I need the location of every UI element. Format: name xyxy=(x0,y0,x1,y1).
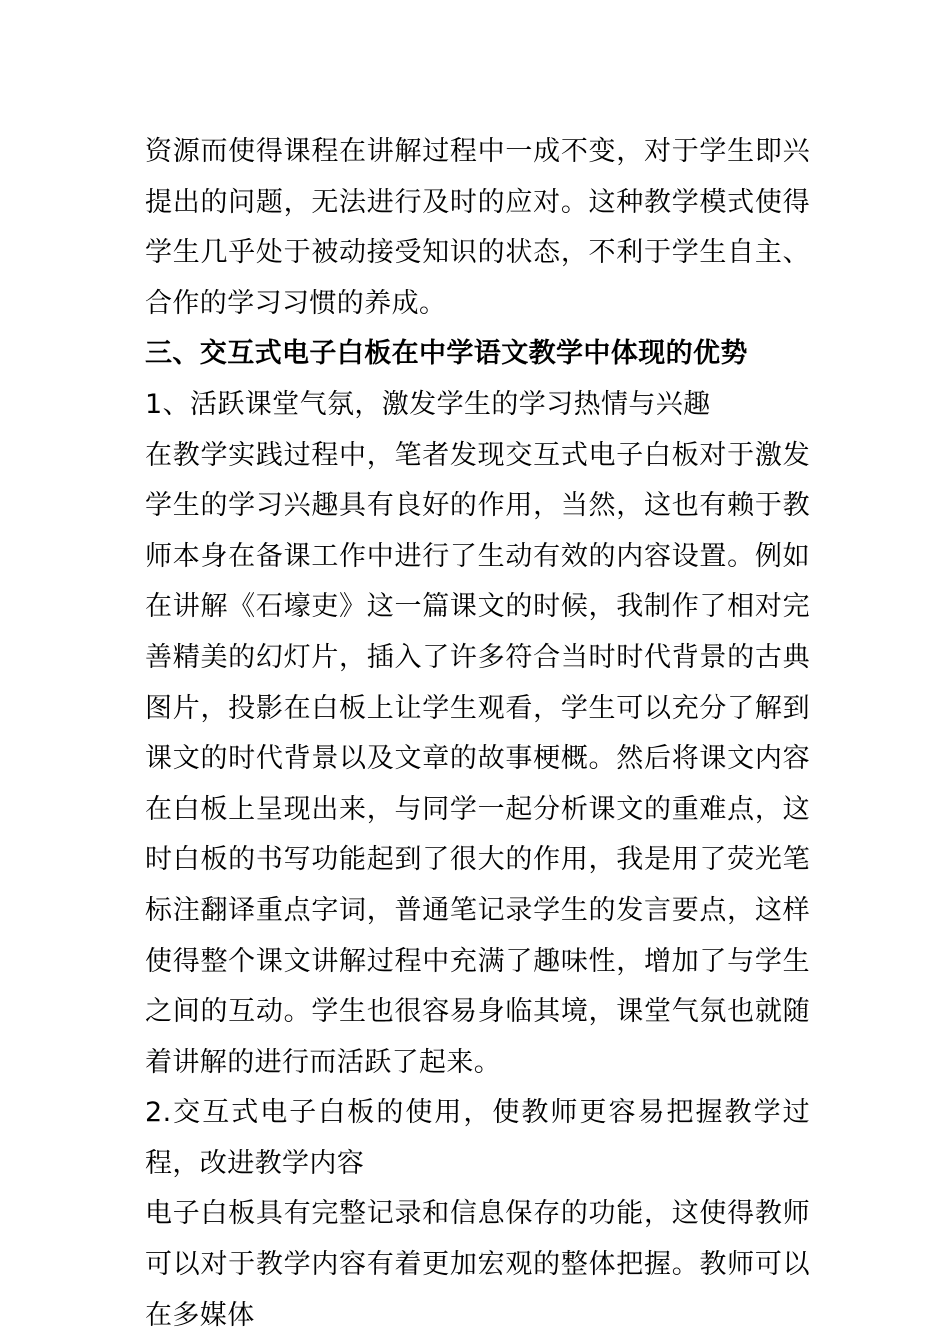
body-paragraph: 电子白板具有完整记录和信息保存的功能，这使得教师可以对于教学内容有着更加宏观的整体把握。教师可以在多媒体 xyxy=(145,1198,810,1331)
body-paragraph: 资源而使得课程在讲解过程中一成不变，对于学生即兴提出的问题，无法进行及时的应对。这种教学模式使得学生几乎处于被动接受知识的状态，不利于学生自主、合作的学习习惯的养成。 xyxy=(145,136,810,319)
section-heading: 三、交互式电子白板在中学语文教学中体现的优势 xyxy=(145,338,748,370)
document-body xyxy=(145,127,810,1341)
subheading: 1、活跃课堂气氛，激发学生的学习热情与兴趣 xyxy=(145,388,711,420)
subheading: 2.交互式电子白板的使用，使教师更容易把握教学过程，改进教学内容 xyxy=(145,1097,810,1179)
body-paragraph: 在教学实践过程中，笔者发现交互式电子白板对于激发学生的学习兴趣具有良好的作用，当然，这也有赖于教师本身在备课工作中进行了生动有效的内容设置。例如在讲解《石壕吏》这一篇课文的时候，我制作了相对完善精美的幻灯片，插入了许多符合当时时代背景的古典图片，投影在白板上让学生观看，学生可以充分了解到课文的时代背景以及文章的故事梗概。然后将课文内容在白板上呈现出来，与同学一起分析课文的重难点，这时白板的书写功能起到了很大的作用，我是用了荧光笔标注翻译重点字词，普通笔记录学生的发言要点，这样使得整个课文讲解过程中充满了趣味性，增加了与学生之间的互动。学生也很容易身临其境，课堂气氛也就随着讲解的进行而活跃了起来。 xyxy=(145,439,810,1078)
